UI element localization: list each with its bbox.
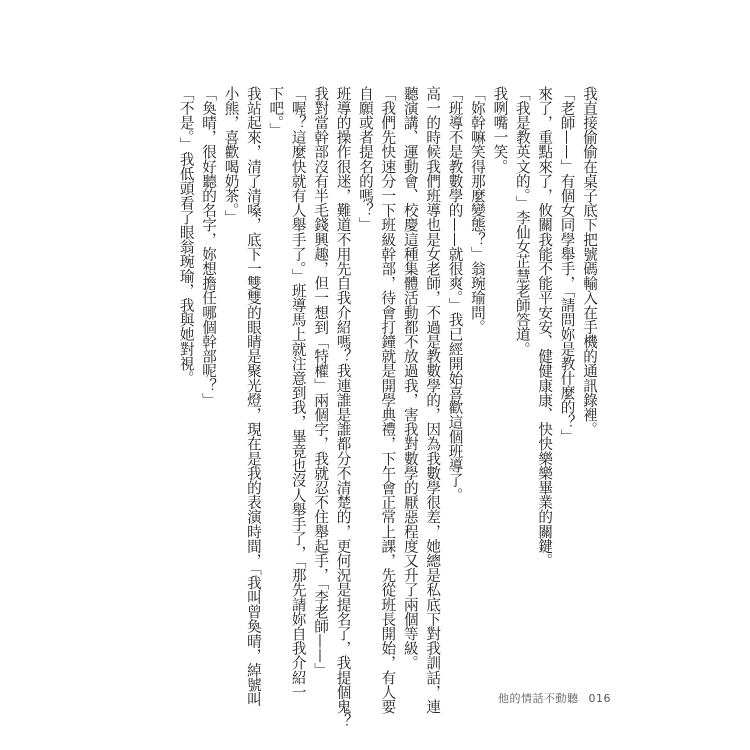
- paragraph: 聽演講、運動會、校慶這種集體活動都不放過我，害我對數學的厭惡程度又升了兩個等級。: [401, 86, 419, 670]
- paragraph: 「我們先快速分一下班級幹部，待會打鐘就是開學典禮，下午會正常上課，先從班長開始，有人要: [379, 86, 397, 714]
- paragraph: 「喔？這麼快就有人舉手了。」班導馬上就注意到我，畢竟也沒人舉手了，「那先請妳自我介紹一: [289, 86, 307, 700]
- paragraph: 我直接偷偷在桌子底下把號碼輸入在手機的通訊錄裡。: [581, 86, 598, 437]
- page-number: 016: [588, 691, 611, 705]
- paragraph: 我對當幹部沒有半毛錢興趣，但一想到「特權」兩個字，我就忍不住舉起手，「李老師——」: [312, 86, 330, 678]
- paragraph: 「班導不是教數學的——就很爽。」我已經開始喜歡這個班導了。: [446, 86, 464, 503]
- paragraph: 「老師——」有個女同學舉手，「請問妳是教什麼的？」: [558, 86, 576, 444]
- page-footer: [498, 690, 611, 706]
- paragraph: 「奐晴，很好聽的名字，妳想擔任哪個幹部呢？」: [200, 86, 218, 408]
- paragraph: 下吧。」: [267, 86, 285, 138]
- paragraph: 我咧嘴一笑。: [491, 86, 509, 174]
- paragraph: 小熊，喜歡喝奶茶。」: [222, 86, 240, 225]
- paragraph: 班導的操作很迷，難道不用先自我介紹嗎？我連誰是誰都分不清楚的，更何況是提名了，我提個鬼？: [334, 86, 352, 729]
- paragraph: 「我是教英文的。」李仙女芷慧老師答道。: [513, 86, 531, 357]
- paragraph: 來了，重點來了，攸關我能不能平安安、健健康康、快快樂樂畢業的關鍵。: [536, 86, 554, 568]
- paragraph: 「不是。」我低頭看了眼翁琬瑜，我與她對視。: [177, 86, 195, 386]
- paragraph: 我站起來，清了清嗓，底下一雙雙的眼睛是聚光燈，現在是我的表演時間，「我叫曾奐晴，綽號叫: [244, 86, 262, 707]
- paragraph: 「妳幹嘛笑得那麼變態？」翁琬瑜問。: [468, 86, 486, 335]
- paragraph: 高一的時候我們班導也是女老師，不過是教數學的，因為我數學很差，她總是私底下對我訓話，連: [424, 86, 442, 714]
- paragraph: 自願或者提名的嗎？」: [356, 86, 374, 232]
- book-title: 他的情話不動聽: [498, 692, 579, 705]
